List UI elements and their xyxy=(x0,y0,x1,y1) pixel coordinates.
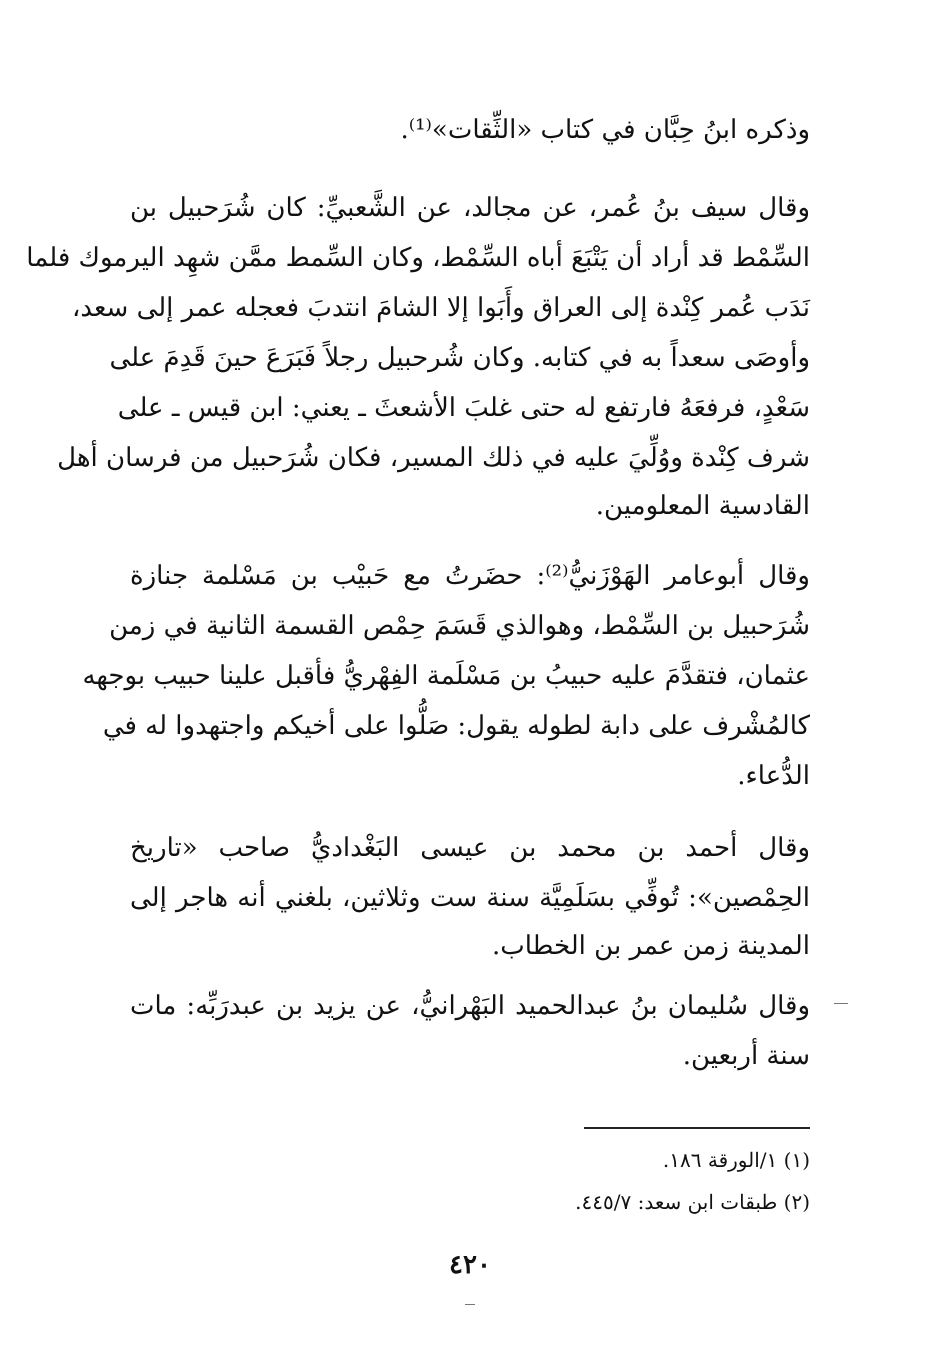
text-line: وقال سُليمان بنُ عبدالحميد البَهْرانيُّ، عن يزيد بن عبدرَبِّه: مات xyxy=(130,991,810,1021)
text-line: المدينة زمن عمر بن الخطاب. xyxy=(491,931,810,961)
bottom-mark xyxy=(465,1304,475,1305)
footnote: (١) ١/الورقة ١٨٦. xyxy=(662,1148,810,1172)
text-line: عثمان، فتقدَّمَ عليه حبيبُ بن مَسْلَمة الفِهْريُّ فأقبل علينا حبيب بوجهه xyxy=(82,661,810,691)
page-number: ٤٢٠ xyxy=(449,1250,491,1280)
text-line: وأوصَى سعداً به في كتابه. وكان شُرحبيل رجلاً فَبَرَعَ حينَ قَدِمَ على xyxy=(109,343,810,373)
text-line: وقال سيف بنُ عُمر، عن مجالد، عن الشَّعبيِّ: كان شُرَحبيل بن xyxy=(130,193,810,223)
text-line: كالمُشْرف على دابة لطوله يقول: صَلُّوا على أخيكم واجتهدوا له في xyxy=(102,711,810,741)
text-line: الدُّعاء. xyxy=(737,761,810,791)
text-line: وقال أحمد بن محمد بن عيسى البَغْداديُّ صاحب «تاريخ xyxy=(130,833,810,863)
footnote: (٢) طبقات ابن سعد: ٤٤٥/٧. xyxy=(575,1190,810,1214)
text-line: القادسية المعلومين. xyxy=(595,491,810,521)
text-line: شرف كِنْدة ووُلِّيَ عليه في ذلك المسير، فكان شُرَحبيل من فرسان أهل xyxy=(57,443,810,473)
text-line: الحِمْصين»: تُوفِّي بسَلَمِيَّة سنة ست وثلاثين، بلغني أنه هاجر إلى xyxy=(130,883,810,913)
footnote-separator xyxy=(584,1127,810,1129)
margin-mark xyxy=(834,1003,848,1004)
text-line: وذكره ابنُ حِبَّان في كتاب «الثِّقات»⁽¹⁾. xyxy=(400,115,810,145)
text-line: شُرَحبيل بن السِّمْط، وهوالذي قَسَمَ حِمْص القسمة الثانية في زمن xyxy=(109,611,810,641)
text-line: سَعْدٍ، فرفعَهُ فارتفع له حتى غلبَ الأشعثَ ـ يعني: ابن قيس ـ على xyxy=(117,393,810,423)
text-line: السِّمْط قد أراد أن يَتْبَعَ أباه السِّمْط، وكان السِّمط ممَّن شهِد اليرموك فلما xyxy=(26,243,810,273)
text-line: سنة أربعين. xyxy=(682,1041,810,1071)
text-line: نَدَب عُمر كِنْدة إلى العراق وأَبَوا إلا الشامَ انتدبَ فعجله عمر إلى سعد، xyxy=(71,293,810,323)
text-line: وقال أبوعامر الهَوْزَنيُّ⁽²⁾: حضَرتُ مع حَبيْب بن مَسْلمة جنازة xyxy=(130,561,810,591)
